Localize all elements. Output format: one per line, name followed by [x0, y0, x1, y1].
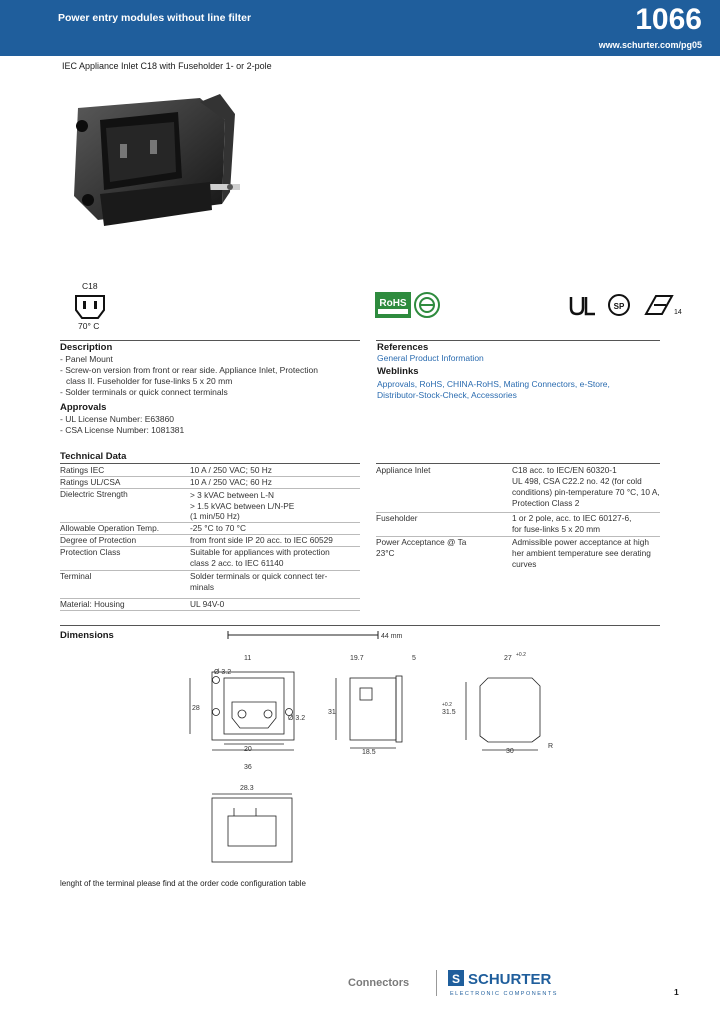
- table-row: [376, 513, 660, 537]
- table-row: [60, 571, 360, 599]
- front-bottom-inner-dim: 20: [244, 746, 252, 753]
- weblinks-line[interactable]: Distributor-Stock-Check, Accessories: [377, 390, 517, 400]
- technical-table-right: [376, 465, 660, 575]
- technical-rule-right: [376, 463, 660, 464]
- row-value: 10 A / 250 VAC; 50 Hz: [190, 465, 272, 475]
- technical-data-heading: Technical Data: [60, 451, 127, 462]
- china-rohs-icon: [414, 292, 440, 318]
- bottom-width-dim: 28.3: [240, 785, 254, 792]
- row-key: Allowable Operation Temp.: [60, 523, 160, 533]
- table-row: [376, 465, 660, 513]
- cutout-bottom-dim: 30: [506, 748, 514, 755]
- terminal-footnote: lenght of the terminal please find at the order code configuration table: [60, 879, 306, 888]
- cutout-height-dim: 31.5: [442, 709, 456, 716]
- svg-text:SP: SP: [613, 302, 625, 311]
- scale-label: 44 mm: [381, 633, 403, 640]
- header-banner: [0, 0, 720, 56]
- description-line: class II. Fuseholder for fuse-links 5 x 20 mm: [66, 376, 233, 386]
- rohs-icon: [375, 292, 411, 318]
- front-height-dim: 28: [192, 705, 200, 712]
- schurter-logo: [446, 968, 586, 998]
- series-number: 1066: [635, 3, 702, 36]
- svg-text:RoHS: RoHS: [379, 298, 407, 309]
- enec-icon: [642, 292, 682, 318]
- series-title: Power entry modules without line filter: [58, 12, 252, 24]
- logo-brand: SCHURTER: [468, 971, 552, 988]
- description-line: - Screw-on version from front or rear side. Appliance Inlet, Protection: [60, 365, 318, 375]
- table-row: [60, 523, 360, 535]
- row-value: class 2 acc. to IEC 61140: [190, 558, 284, 568]
- weblinks-line[interactable]: Approvals, RoHS, CHINA-RoHS, Mating Connectors, e-Store,: [377, 379, 610, 389]
- row-key: 23°C: [376, 548, 395, 558]
- dimensions-rule: [60, 625, 660, 626]
- side-d-dim: 18.5: [362, 749, 376, 756]
- side-b-dim: 5: [412, 655, 416, 662]
- connector-temp-label: 70° C: [78, 321, 100, 331]
- description-heading: Description: [60, 342, 113, 353]
- row-value: her ambient temperature see derating: [512, 548, 651, 558]
- dimensions-heading: Dimensions: [60, 630, 114, 641]
- row-value: minals: [190, 582, 214, 592]
- table-row: [376, 537, 660, 573]
- row-key: Protection Class: [60, 547, 121, 557]
- row-value: > 1.5 kVAC between L/N-PE: [190, 501, 295, 511]
- row-value: -25 °C to 70 °C: [190, 523, 246, 533]
- table-row: [60, 599, 360, 611]
- row-value: C18 acc. to IEC/EN 60320-1: [512, 465, 617, 475]
- row-value: UL 498, CSA C22.2 no. 42 (for cold: [512, 476, 642, 486]
- row-value: > 3 kVAC between L-N: [190, 490, 275, 500]
- front-view: [190, 672, 294, 750]
- row-key: Terminal: [60, 571, 92, 581]
- row-value: UL 94V-0: [190, 599, 225, 609]
- row-key: Material: Housing: [60, 599, 125, 609]
- weblinks-heading: Weblinks: [377, 366, 419, 377]
- cutout-height-tol: +0.2: [442, 702, 452, 708]
- references-rule: [376, 340, 660, 341]
- technical-table-left: [60, 465, 360, 615]
- description-line: - Solder terminals or quick connect terminals: [60, 387, 228, 397]
- row-value: (1 min/50 Hz): [190, 511, 240, 521]
- series-url-link[interactable]: www.schurter.com/pg05: [598, 40, 702, 50]
- front-hole-left-dim: Ø 3.2: [214, 669, 232, 676]
- row-value: conditions) pin-temperature 70 °C, 10 A,: [512, 487, 660, 497]
- approvals-heading: Approvals: [60, 402, 107, 413]
- side-view: [336, 676, 402, 748]
- row-key: Degree of Protection: [60, 535, 137, 545]
- row-key: Ratings IEC: [60, 465, 105, 475]
- page-number: 1: [674, 987, 679, 997]
- row-value: Admissible power acceptance at high: [512, 537, 649, 547]
- side-a-dim: 19.7: [350, 655, 364, 662]
- cutout-radius-label: R: [548, 743, 554, 750]
- row-value: 1 or 2 pole, acc. to IEC 60127-6,: [512, 513, 632, 523]
- approval-line: - UL License Number: E63860: [60, 414, 175, 424]
- product-subtitle: IEC Appliance Inlet C18 with Fuseholder 1- or 2-pole: [62, 61, 272, 71]
- logo-subtitle: ELECTRONIC COMPONENTS: [450, 991, 558, 997]
- cutout-width-dim: 27: [504, 655, 512, 662]
- technical-rule: [60, 463, 360, 464]
- table-row: [60, 477, 360, 489]
- row-value: Protection Class 2: [512, 498, 580, 508]
- row-key: Ratings UL/CSA: [60, 477, 121, 487]
- svg-text:14: 14: [674, 309, 682, 316]
- row-key: Fuseholder: [376, 513, 418, 523]
- table-row: [60, 547, 360, 571]
- front-hole-right-dim: Ø 3.2: [288, 715, 306, 722]
- c18-connector-icon: [70, 292, 110, 344]
- general-product-info-link[interactable]: General Product Information: [377, 353, 484, 363]
- description-rule: [60, 340, 360, 341]
- product-photo: [60, 92, 250, 242]
- row-value: from front side IP 20 acc. to IEC 60529: [190, 535, 333, 545]
- references-heading: References: [377, 342, 429, 353]
- cutout-width-tol: +0.2: [516, 652, 526, 658]
- ul-recognized-icon: [568, 294, 598, 318]
- footer-divider: [436, 970, 437, 996]
- description-line: - Panel Mount: [60, 354, 113, 364]
- table-row: [60, 465, 360, 477]
- row-value: for fuse-links 5 x 20 mm: [512, 524, 601, 534]
- table-row: [60, 489, 360, 523]
- dimension-drawing: [60, 630, 580, 890]
- row-value: Solder terminals or quick connect ter-: [190, 571, 328, 581]
- footer-category: Connectors: [348, 977, 410, 989]
- bottom-view: [212, 794, 292, 862]
- row-key: Dielectric Strength: [60, 489, 128, 499]
- csa-icon: [606, 292, 634, 318]
- row-key: Power Acceptance @ Ta: [376, 537, 467, 547]
- front-top-dim: 11: [244, 655, 252, 662]
- connector-type-label: C18: [82, 281, 98, 291]
- table-row: [60, 535, 360, 547]
- approval-line: - CSA License Number: 1081381: [60, 425, 185, 435]
- side-c-dim: 31: [328, 709, 336, 716]
- front-bottom-outer-dim: 36: [244, 764, 252, 771]
- row-value: Suitable for appliances with protection: [190, 547, 330, 557]
- row-key: Appliance Inlet: [376, 465, 431, 475]
- svg-text:S: S: [451, 972, 461, 986]
- row-value: 10 A / 250 VAC; 60 Hz: [190, 477, 272, 487]
- panel-cutout-view: [466, 678, 540, 750]
- row-value: curves: [512, 559, 537, 569]
